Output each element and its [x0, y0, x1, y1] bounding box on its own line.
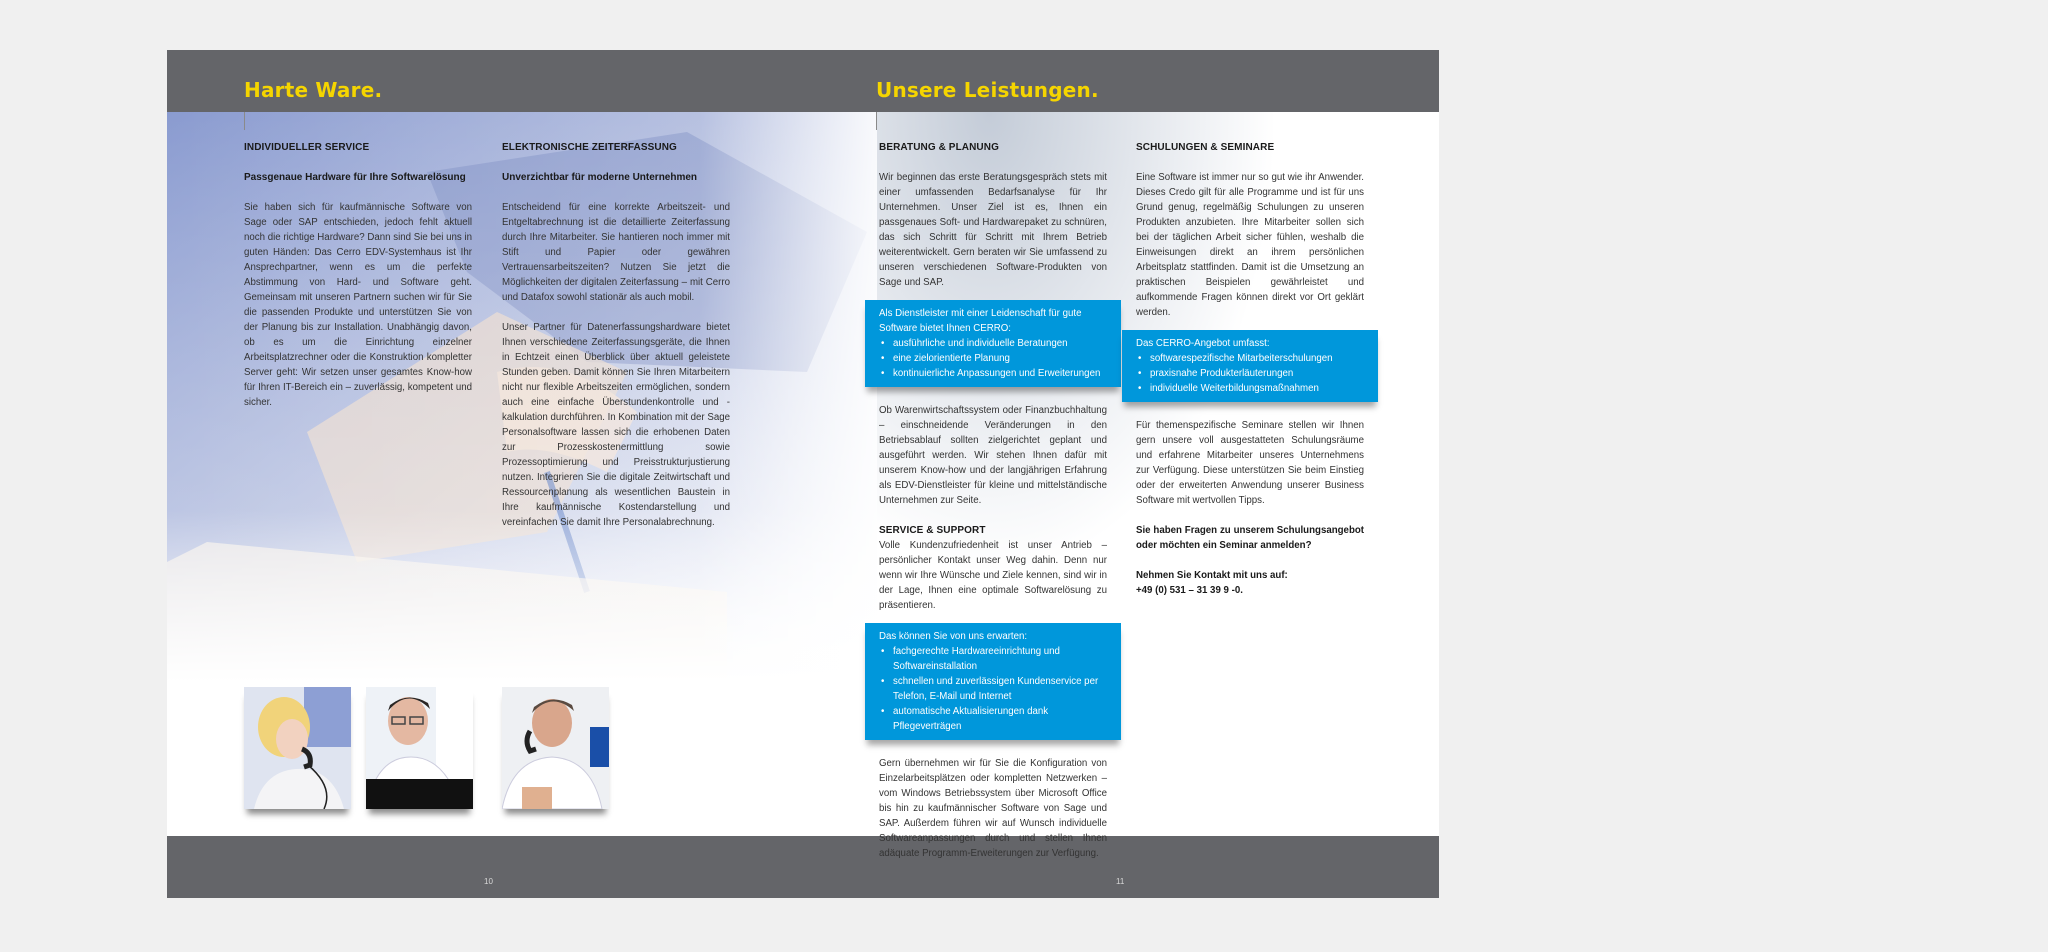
highlight-list [879, 336, 1107, 381]
column-heading: SERVICE & SUPPORT [879, 525, 986, 536]
list-item: • softwarespezifische Mitarbeiterschulungen [1136, 351, 1364, 366]
crop-mark-right [876, 112, 877, 130]
column-body: Wir beginnen das erste Beratungsgespräch stets mit einer umfassenden Bedarfsanalyse für Ihr Unternehmen. Unser Ziel ist es, Ihnen ein passgenaues Soft- und Hardwarepaket zu schnüren, das sich Schritt für Schritt mit Ihrem Betrieb weiterentwickelt. Gern beraten wir Sie umfassend zu unseren verschiedenen Software-Produkten von Sage und SAP. [879, 172, 1107, 288]
column-body: Volle Kundenzufriedenheit ist unser Antrieb – persönlicher Kontakt unser Weg dahin. Denn nur wenn wir Ihre Wünsche und Ziele kennen, sind wir in der Lage, Ihnen eine optimale Softwarelösung zu präsentieren. [879, 540, 1107, 611]
list-item: • fachgerechte Hardwareeinrichtung und Softwareinstallation [879, 644, 1107, 674]
highlight-box [865, 623, 1121, 740]
column-individueller-service [244, 140, 472, 410]
question-text: Sie haben Fragen zu unserem Schulungsangebot oder möchten ein Seminar anmelden? [1136, 525, 1364, 551]
photo-woman-on-phone [244, 687, 351, 809]
left-page-title: Harte Ware. [244, 78, 383, 102]
column-subheading: Passgenaue Hardware für Ihre Softwarelösung [244, 172, 466, 183]
highlight-intro: Das können Sie von uns erwarten: [879, 631, 1028, 642]
list-item: • kontinuierliche Anpassungen und Erweiterungen [879, 366, 1107, 381]
contact-label: Nehmen Sie Kontakt mit uns auf: [1136, 570, 1288, 581]
column-heading: SCHULUNGEN & SEMINARE [1136, 142, 1275, 153]
list-item: • eine zielorientierte Planung [879, 351, 1107, 366]
column-heading: BERATUNG & PLANUNG [879, 142, 999, 153]
crop-mark-left [244, 112, 245, 130]
brochure-spread [167, 50, 1439, 898]
column-heading: INDIVIDUELLER SERVICE [244, 142, 370, 153]
highlight-intro: Das CERRO-Angebot umfasst: [1136, 338, 1270, 349]
column-body: Ob Warenwirtschaftssystem oder Finanzbuchhaltung – einschneidende Veränderungen in den Betriebsablauf sollten zielgerichtet geplant und ausgeführt werden. Wir stehen Ihnen dafür mit unserem Know-how und der langjährigen Erfahrung als EDV-Dienstleister für kleine und mittelständische Unternehmen zur Seite. [879, 405, 1107, 506]
list-item: • praxisnahe Produkterläuterungen [1136, 366, 1364, 381]
column-elektronische-zeiterfassung [502, 140, 730, 530]
right-page-title: Unsere Leistungen. [876, 78, 1099, 102]
column-heading: ELEKTRONISCHE ZEITERFASSUNG [502, 142, 677, 153]
photo-man-on-phone [502, 687, 609, 809]
column-schulungen-seminare [1136, 140, 1364, 598]
column-body: Entscheidend für eine korrekte Arbeitszeit- und Entgeltabrechnung ist die detaillierte Zeiterfassung durch Ihre Mitarbeiter. Sie hantieren noch immer mit Stift und Papier oder gewähren Vertrauensarbeitszeiten? Nutzen Sie jetzt die Möglichkeiten der digitalen Zeiterfassung – mit Cerro und Datafox sowohl stationär als auch mobil. [502, 202, 730, 303]
column-body: Sie haben sich für kaufmännische Software von Sage oder SAP entschieden, jedoch fehlt aktuell noch die richtige Hardware? Dann sind Sie bei uns in guten Händen: Das Cerro EDV-Systemhaus ist Ihr Ansprechpartner, wenn es um die perfekte Abstimmung von Hard- und Software geht. Gemeinsam mit unseren Partnern suchen wir für Sie die passenden Produkte und unterstützen Sie von der Planung bis zur Installation. Unabhängig davon, ob es um die Einrichtung einzelner Arbeitsplatzrechner oder die Konstruktion kompletter Server geht: Wir setzen unser gesamtes Know-how für Ihren IT-Bereich ein – zuverlässig, kompetent und sicher. [244, 202, 472, 408]
page-number-left: 10 [484, 877, 493, 886]
phone-number: +49 (0) 531 – 31 39 9 -0. [1136, 585, 1243, 596]
column-body: Gern übernehmen wir für Sie die Konfiguration von Einzelarbeitsplätzen oder kompletten Netzwerken – vom Windows Betriebssystem über Microsoft Office bis hin zu kaufmännischer Software von Sage und SAP. Außerdem führen wir auf Wunsch individuelle Softwareanpassungen durch und stellen Ihnen adäquate Programm-Erweiterungen zur Verfügung. [879, 758, 1107, 859]
column-body: Eine Software ist immer nur so gut wie ihr Anwender. Dieses Credo gilt für alle Programme und ist für uns Grund genug, regelmäßig Schulungen zu unseren Produkten anzubieten. Ihre Mitarbeiter sollen sich bei der täglichen Arbeit sicher fühlen, weshalb die Einweisungen direkt an ihrem persönlichen Arbeitsplatz stattfinden. Damit ist die Umsetzung an praktischen Beispielen gewährleistet und aufkommende Fragen können direkt vor Ort geklärt werden. [1136, 172, 1364, 318]
photo-man-with-glasses [366, 687, 473, 809]
highlight-box [1122, 330, 1378, 402]
list-item: • individuelle Weiterbildungsmaßnahmen [1136, 381, 1364, 396]
list-item: • ausführliche und individuelle Beratungen [879, 336, 1107, 351]
highlight-box [865, 300, 1121, 387]
page-number-right: 11 [1116, 877, 1125, 886]
list-item: • schnellen und zuverlässigen Kundenservice per Telefon, E-Mail und Internet [879, 674, 1107, 704]
column-body: Für themenspezifische Seminare stellen wir Ihnen gern unsere voll ausgestatteten Schulungsräume und erfahrene Mitarbeiter unseres Unternehmens zur Verfügung. Diese unterstützen Sie beim Einstieg oder der erweiterten Anwendung unserer Business Software mit wertvollen Tipps. [1136, 420, 1364, 506]
column-subheading: Unverzichtbar für moderne Unternehmen [502, 172, 698, 183]
column-body: Unser Partner für Datenerfassungshardware bietet Ihnen verschiedene Zeiterfassungsgeräte, die Ihnen in Echtzeit einen Überblick über aktuell geleistete Stunden geben. Damit können Sie Ihren Mitarbeitern nicht nur flexible Arbeitszeiten ermöglichen, sondern auch eine einfache Überstundenkontrolle und -kalkulation durchführen. In Kombination mit der Sage Personalsoftware lassen sich die erhobenen Daten zur Prozesskostenermittlung sowie Prozessoptimierung und Preisstrukturjustierung nutzen. Integrieren Sie die digitale Zeitwirtschaft und Ressourcenplanung als wesentlichen Baustein in Ihre kaufmännische Kostendarstellung und vereinfachen Sie damit Ihre Personalabrechnung. [502, 322, 730, 528]
highlight-list [1136, 351, 1364, 396]
column-beratung-planung [879, 140, 1107, 861]
footer-band [167, 836, 1439, 898]
highlight-list [879, 644, 1107, 734]
list-item: • automatische Aktualisierungen dank Pflegeverträgen [879, 704, 1107, 734]
highlight-intro: Als Dienstleister mit einer Leidenschaft für gute Software bietet Ihnen CERRO: [879, 308, 1082, 334]
